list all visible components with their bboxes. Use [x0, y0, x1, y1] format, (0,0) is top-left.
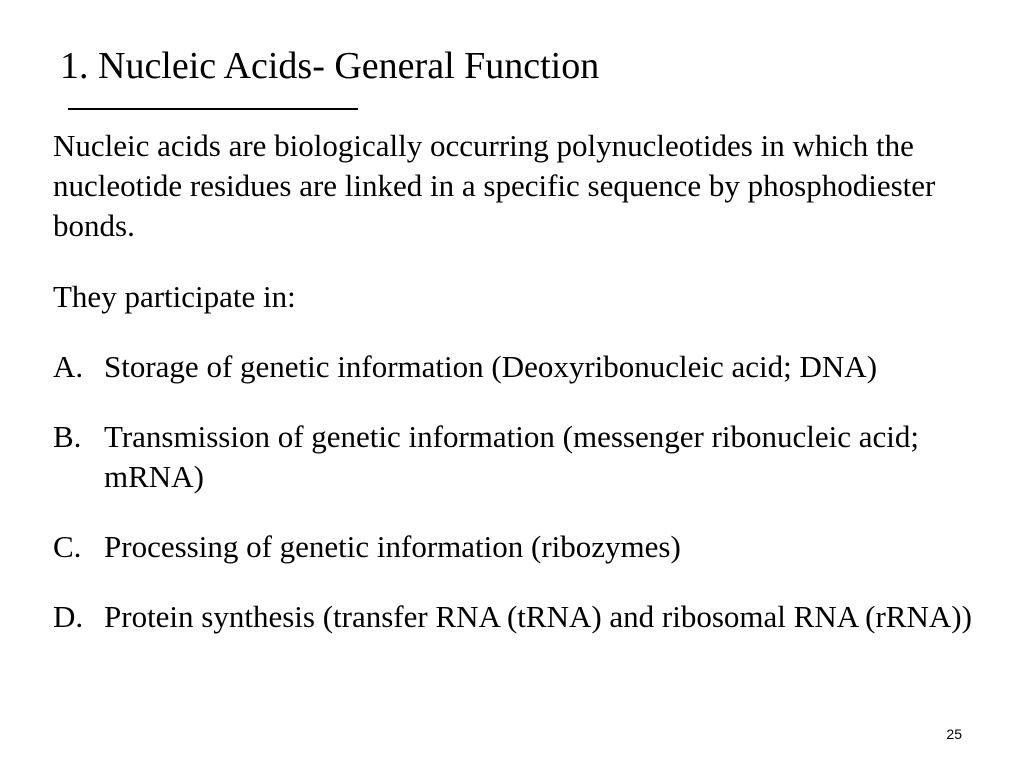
list-marker: C. — [53, 529, 82, 564]
list-marker: B. — [53, 419, 82, 454]
list-item-text: Protein synthesis (transfer RNA (tRNA) and ribosomal RNA (rRNA)) — [104, 599, 972, 634]
list-item — [53, 597, 973, 637]
list-item-text: Storage of genetic information (Deoxyribonucleic acid; DNA) — [104, 349, 878, 384]
slide-body — [53, 126, 973, 667]
intro-paragraph: Nucleic acids are biologically occurring polynucleotides in which the nucleotide residues are linked in a specific sequence by phosphodiester bonds. — [53, 128, 936, 243]
list-item — [53, 347, 973, 387]
list-item — [53, 417, 973, 497]
list-marker: A. — [53, 349, 84, 384]
function-list — [53, 347, 973, 637]
slide-title: 1. Nucleic Acids- General Function — [60, 45, 600, 87]
lead-in-text: They participate in: — [53, 279, 296, 314]
list-marker: D. — [53, 599, 84, 634]
list-item-text: Transmission of genetic information (messenger ribonucleic acid; mRNA) — [104, 419, 919, 494]
title-underline — [68, 108, 358, 110]
list-item-text: Processing of genetic information (ribozymes) — [104, 529, 681, 564]
page-number: 25 — [946, 726, 962, 742]
list-item — [53, 527, 973, 567]
